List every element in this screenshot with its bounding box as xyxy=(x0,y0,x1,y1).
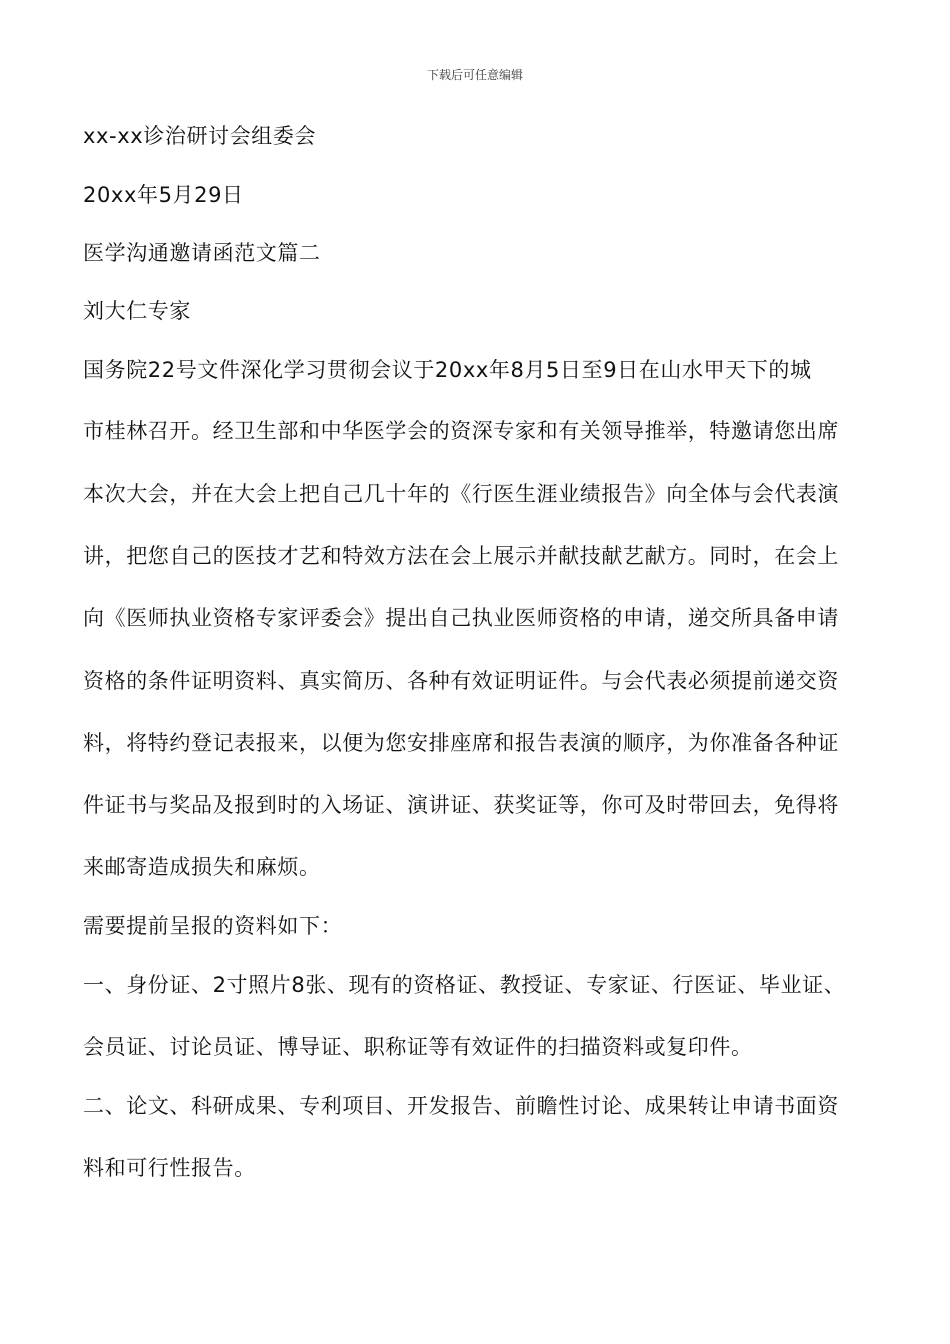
paragraph-line: 来邮寄造成损失和麻烦。 xyxy=(83,855,321,879)
page-header-note: 下载后可任意编辑 xyxy=(426,68,523,82)
section-title: 医学沟通邀请函范文篇二 xyxy=(83,241,321,265)
paragraph-line: 料，将特约登记表报来，以便为您安排座席和报告表演的顺序，为你准备各种证 xyxy=(83,731,839,755)
paragraph-line: 讲，把您自己的医技才艺和特效方法在会上展示并献技献艺献方。同时，在会上 xyxy=(83,544,839,568)
recipient-salutation: 刘大仁专家 xyxy=(83,299,191,323)
signature-date: 20xx年5月29日 xyxy=(83,183,244,207)
paragraph-line: 向《医师执业资格专家评委会》提出自己执业医师资格的申请，递交所具备申请 xyxy=(83,606,839,630)
paragraph-line: 资格的条件证明资料、真实简历、各种有效证明证件。与会代表必须提前递交资 xyxy=(83,669,839,693)
organizer-signature: xx-xx诊治研讨会组委会 xyxy=(83,124,317,148)
paragraph-line: 件证书与奖品及报到时的入场证、演讲证、获奖证等，你可及时带回去，免得将 xyxy=(83,793,839,817)
paragraph-line: 市桂林召开。经卫生部和中华医学会的资深专家和有关领导推举，特邀请您出席 xyxy=(83,419,839,443)
materials-intro: 需要提前呈报的资料如下： xyxy=(83,914,343,938)
list-item-line: 料和可行性报告。 xyxy=(83,1156,256,1180)
list-item-line: 一、身份证、2寸照片8张、现有的资格证、教授证、专家证、行医证、毕业证、 xyxy=(83,973,846,997)
paragraph-line: 国务院22号文件深化学习贯彻会议于20xx年8月5日至9日在山水甲天下的城 xyxy=(83,358,812,382)
list-item-line: 会员证、讨论员证、博导证、职称证等有效证件的扫描资料或复印件。 xyxy=(83,1035,753,1059)
paragraph-line: 本次大会，并在大会上把自己几十年的《行医生涯业绩报告》向全体与会代表演 xyxy=(83,482,839,506)
list-item-line: 二、论文、科研成果、专利项目、开发报告、前瞻性讨论、成果转让申请书面资 xyxy=(83,1094,839,1118)
